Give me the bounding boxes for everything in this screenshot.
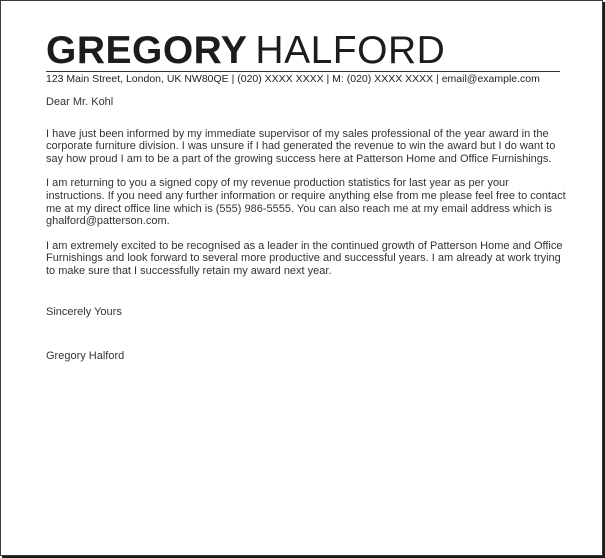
letterhead-name [46,29,445,73]
closing: Sincerely Yours [46,305,122,318]
letter-body [46,96,566,363]
paragraph-1: I have just been informed by my immediate supervisor of my sales professional of the year award in the corporate furniture division. I was unsure if I had generated the revenue to win the award but I do want to say how proud I am to be a part of the growing success here at Patterson Home and Office Furnishings. [46,127,556,165]
salutation: Dear Mr. Kohl [46,96,114,108]
first-name: GREGORY [46,29,248,72]
paragraph-3: I am extremely excited to be recognised as a leader in the continued growth of Patterson Home and Office Furnishings and look forward to several more productive and successful years. I am already at work trying to make sure that I successfully retain my award next year. [46,239,563,277]
paragraph-2: I am returning to you a signed copy of my revenue production statistics for last year as per your instructions. If you need any further information or require anything else from me please feel free to contact me at my direct office line which is (555) 986-5555. You can also reach me at my email address which is ghalford@patterson.com. [46,177,566,228]
header-divider [46,71,560,72]
contact-line: 123 Main Street, London, UK NW80QE | (020) XXXX XXXX | M: (020) XXXX XXXX | email@example.com [46,73,540,85]
last-name: HALFORD [255,29,446,72]
signature-name: Gregory Halford [46,350,125,363]
